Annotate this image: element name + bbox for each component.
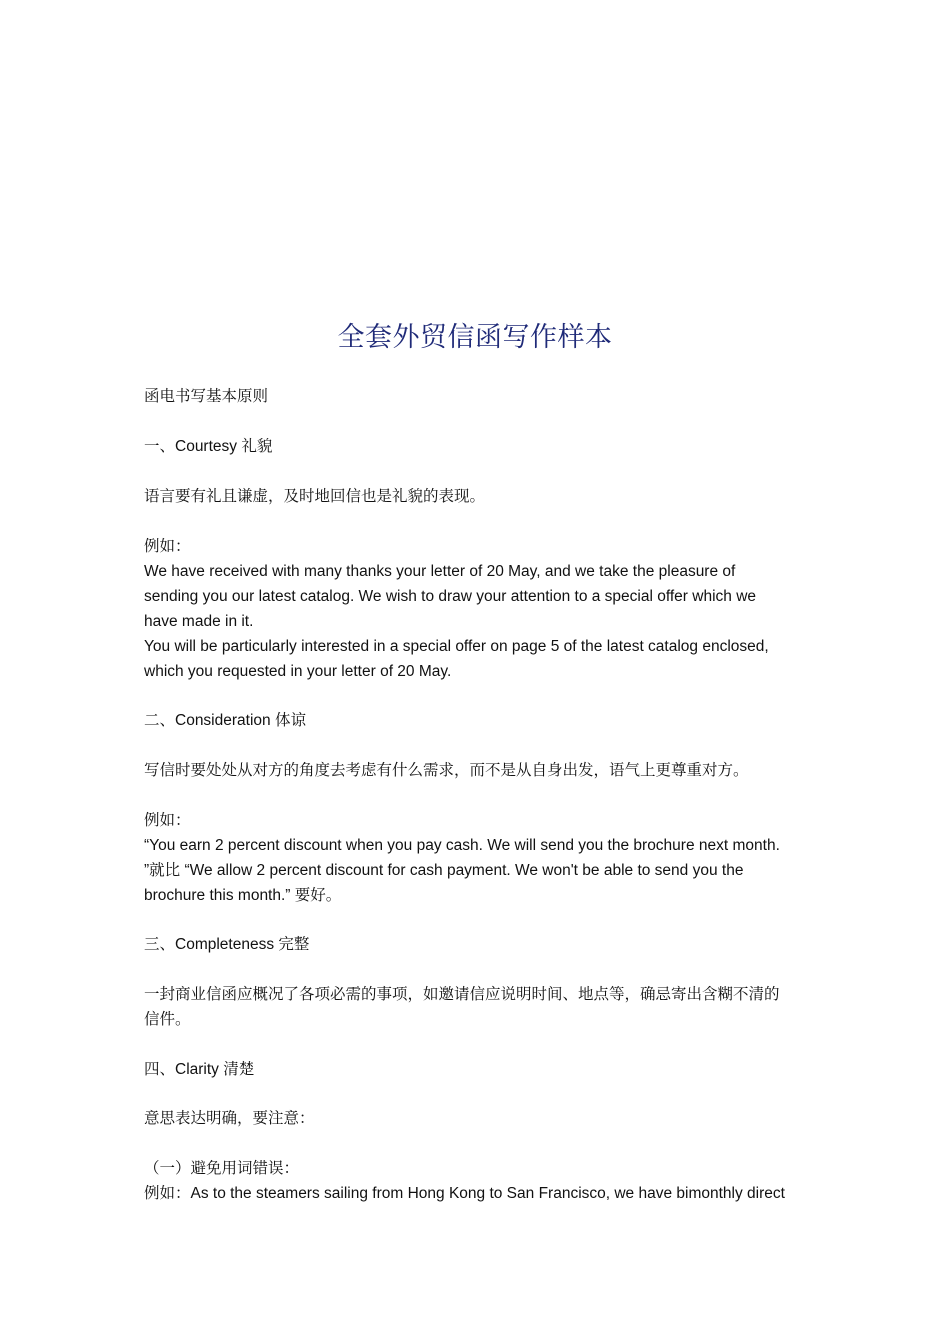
section-heading-completeness: 三、Completeness 完整 [144, 936, 310, 953]
example-label: 例如： [144, 812, 191, 829]
paragraph-line: which you requested in your letter of 20 May. [144, 663, 452, 680]
paragraph-line: 写信时要处处从对方的角度去考虑有什么需求，而不是从自身出发，语气上更尊重对方。 [144, 762, 749, 779]
paragraph-line: ”就比 “We allow 2 percent discount for cash payment. We won't be able to send you the [144, 862, 744, 879]
paragraph-line: We have received with many thanks your letter of 20 May, and we take the pleasure of [144, 563, 736, 580]
example-label: 例如： [144, 538, 191, 555]
paragraph-line: 例如：As to the steamers sailing from Hong Kong to San Francisco, we have bimonthly direct [144, 1185, 785, 1202]
section-heading-consideration: 二、Consideration 体谅 [144, 712, 306, 729]
paragraph-line: have made in it. [144, 613, 254, 630]
paragraph-line: 语言要有礼且谦虚，及时地回信也是礼貌的表现。 [144, 488, 486, 505]
section-heading-clarity: 四、Clarity 清楚 [144, 1061, 255, 1078]
subsection-heading: （一）避免用词错误： [144, 1160, 300, 1177]
section-heading-principles: 函电书写基本原则 [144, 388, 269, 405]
paragraph-line: You will be particularly interested in a special offer on page 5 of the latest catalog enclosed, [144, 638, 769, 655]
paragraph-line: 一封商业信函应概况了各项必需的事项，如邀请信应说明时间、地点等，确忌寄出含糊不清的 [144, 986, 780, 1003]
paragraph-line: brochure this month.” 要好。 [144, 887, 342, 904]
paragraph-line: sending you our latest catalog. We wish to draw your attention to a special offer which we [144, 588, 757, 605]
paragraph-line: “You earn 2 percent discount when you pay cash. We will send you the brochure next month. [144, 837, 780, 854]
paragraph-line: 意思表达明确，要注意： [144, 1110, 315, 1127]
document-title: 全套外贸信函写作样本 [337, 322, 613, 352]
section-heading-courtesy: 一、Courtesy 礼貌 [144, 438, 273, 455]
paragraph-line: 信件。 [144, 1011, 191, 1028]
